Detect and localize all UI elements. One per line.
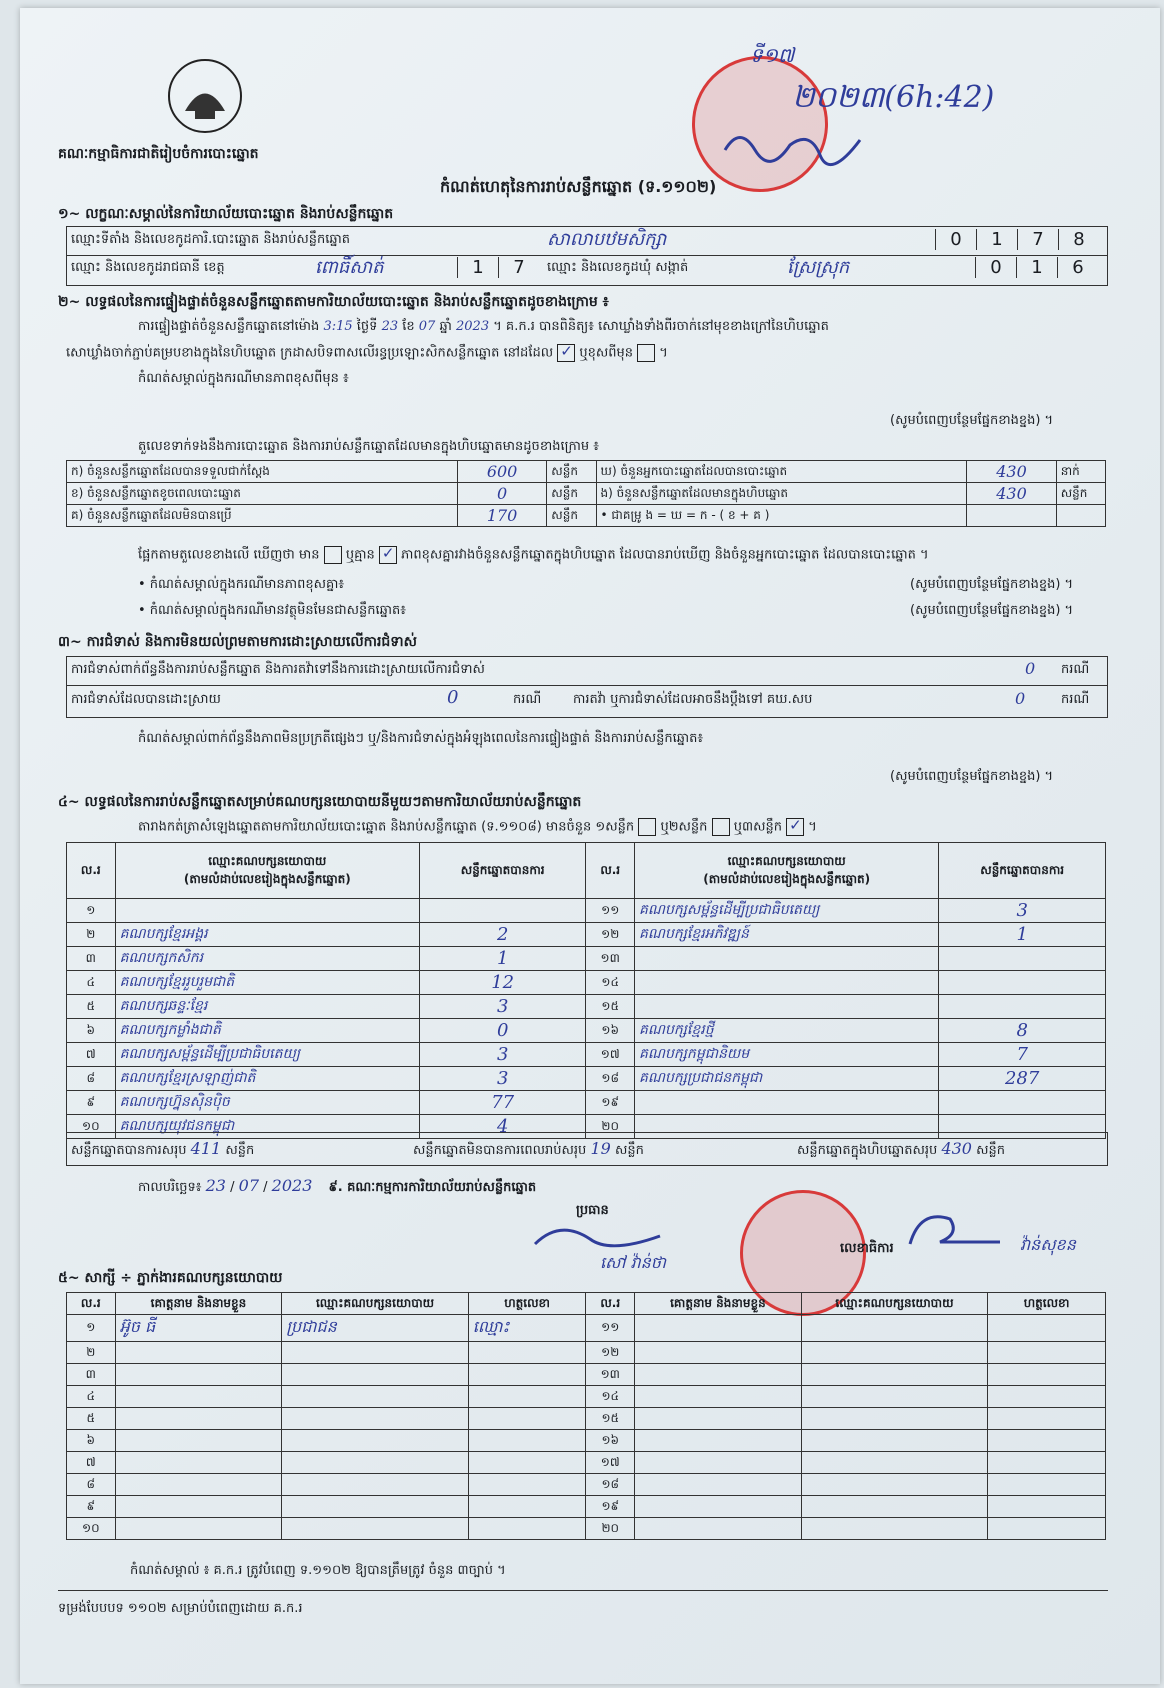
total-valid: 411 [190,1139,222,1158]
stamp-note: ២០២៣(6h:42) [792,80,995,115]
party-votes: 3 [419,1043,585,1067]
party-no: ៤ [67,971,116,995]
party-votes: 2 [419,923,585,947]
witness-signature [988,1386,1106,1408]
witness-no: ១១ [586,1315,635,1342]
party-name: គណបក្សខ្មែរអភិវឌ្ឍន៍ [635,923,939,947]
witness-row [67,1474,1106,1496]
witness-row [67,1315,1106,1342]
party-name [115,899,419,923]
witness-name [115,1474,282,1496]
stamp-signature [720,120,870,170]
witness-signature [988,1518,1106,1540]
party-votes: 3 [419,1067,585,1091]
witness-no: ១០ [67,1518,116,1540]
witness-no: ៩ [67,1496,116,1518]
party-no: ១៨ [586,1067,635,1091]
party-votes [939,947,1106,971]
section4-heading: ៤~ លទ្ធផលនៃការរាប់សន្លឹកឆ្នោតសម្រាប់គណបក្សនយោបាយនីមួយៗតាមការិយាល័យរាប់សន្លឹកឆ្នោត [58,794,582,810]
section2-heading: ២~ លទ្ធផលនៃការផ្ទៀងផ្ទាត់ចំនួនសន្លឹកឆ្នោតតាមការិយាល័យបោះឆ្នោត និងរាប់សន្លឹកឆ្នោតដូចខាងក្រោម ៖ [58,294,609,310]
witness-party [801,1474,987,1496]
witness-party [282,1430,468,1452]
figure-value-right [967,505,1056,527]
resolved-label: ការជំទាស់ដែលបានដោះស្រាយ [71,692,221,707]
party-no: ៣ [67,947,116,971]
secretary-signature [900,1204,1010,1254]
witness-name [115,1518,282,1540]
party-votes: 4 [419,1115,585,1139]
witness-no: ៦ [67,1430,116,1452]
witness-party [801,1518,987,1540]
figure-unit-right: សន្លឹក [1056,483,1105,505]
witness-party [282,1386,468,1408]
witness-signature [988,1315,1106,1342]
party-no: ៦ [67,1019,116,1043]
witness-signature [468,1386,586,1408]
witness-row [67,1496,1106,1518]
note3: • កំណត់សម្គាល់ក្នុងករណីមានវត្ថុមិនមែនជាសន្លឹកឆ្នោត៖ [138,603,406,618]
footer-note: កំណត់សម្គាល់ ៖ គ.ក.រ ត្រូវបំពេញ ទ.១១០២ ឱ្យបានត្រឹមត្រូវ ចំនួន ៣ច្បាប់ ។ [130,1563,506,1578]
party-name [635,947,939,971]
fill-more-4: (សូមបំពេញបន្ថែមផ្នែកខាងខ្នង) ។ [890,769,1054,784]
witness-name [635,1386,802,1408]
results-row [67,923,1106,947]
witness-party [282,1474,468,1496]
witness-party [801,1386,987,1408]
party-name: គណបក្សហ្វ៊ុនស៊ិនប៉ិច [115,1091,419,1115]
witness-name [635,1364,802,1386]
nec-logo [165,56,245,136]
party-name: គណបក្សកម្ពុជានិយម [635,1043,939,1067]
witness-name [635,1430,802,1452]
figures-row [67,483,1106,505]
party-name: គណបក្សខ្មែរស្រឡាញ់ជាតិ [115,1067,419,1091]
figure-unit-right: នាក់ [1056,461,1105,483]
stamp-code: ទី១៧ [750,43,795,67]
witness-row [67,1386,1106,1408]
witness-name [115,1452,282,1474]
witness-name [115,1386,282,1408]
party-votes: 287 [939,1067,1106,1091]
party-name: គណបក្សយុវជនកម្ពុជា [115,1115,419,1139]
party-votes: 0 [419,1019,585,1043]
appeal-value: 0 [1015,689,1026,708]
witness-signature [988,1364,1106,1386]
form-sheet [20,8,1160,1684]
witness-signature [988,1342,1106,1364]
party-no: ២ [67,923,116,947]
witness-signature [988,1408,1106,1430]
witness-signature [468,1430,586,1452]
witness-no: ១៩ [586,1496,635,1518]
commune-code: 0 1 6 [975,257,1098,278]
party-name: គណបក្សកសិករ [115,947,419,971]
section1-heading: ១~ លក្ខណៈសម្គាល់នៃការិយាល័យបោះឆ្នោត និងរាប់សន្លឹកឆ្នោត [58,206,394,222]
party-name: គណបក្សកម្លាំងជាតិ [115,1019,419,1043]
witness-party [801,1496,987,1518]
figure-value: 170 [457,505,546,527]
witness-signature [468,1496,586,1518]
party-no: ១៥ [586,995,635,1019]
three-sheet-checkbox[interactable] [786,818,804,836]
party-no: ២០ [586,1115,635,1139]
witness-signature [468,1408,586,1430]
figure-unit-right [1056,505,1105,527]
witness-party: ប្រជាជន [282,1315,468,1342]
witness-signature [468,1518,586,1540]
figure-unit: សន្លឹក [547,461,596,483]
figure-label-right: ឃ) ចំនួនអ្នកបោះឆ្នោតដែលបានបោះឆ្នោត [596,461,967,483]
chair-name: សៅ វ៉ាន់ថា [600,1253,667,1272]
witness-no: ១ [67,1315,116,1342]
figure-value-right: 430 [967,461,1056,483]
results-row [67,995,1106,1019]
witness-signature [988,1474,1106,1496]
org-name: គណៈកម្មាធិការជាតិរៀបចំការបោះឆ្នោត [58,146,259,162]
same-checkbox[interactable] [557,344,575,362]
date-line: កាលបរិច្ឆេទ៖ 23 / 07 / 2023 ៩. គណៈកម្មការការិយាល័យរាប់សន្លឹកឆ្នោត [138,1176,537,1195]
party-votes: 77 [419,1091,585,1115]
witness-no: ១៦ [586,1430,635,1452]
witness-no: ៨ [67,1474,116,1496]
witness-signature [468,1342,586,1364]
party-name: គណបក្សសម្ព័ន្ធដើម្បីប្រជាធិបតេយ្យ [635,899,939,923]
witness-party [282,1342,468,1364]
location-code: 0 1 7 8 [935,229,1099,250]
party-no: ១៩ [586,1091,635,1115]
fill-more-3: (សូមបំពេញបន្ថែមផ្នែកខាងខ្នង) ។ [910,603,1074,618]
objection-label: ការជំទាស់ពាក់ព័ន្ធនឹងការរាប់សន្លឹកឆ្នោត និងការតវ៉ាទៅនឹងការដោះស្រាយលើការជំទាស់ [71,662,485,677]
party-name: គណបក្សប្រជាជនកម្ពុជា [635,1067,939,1091]
party-name: គណបក្សឆន្ទៈខ្មែរ [115,995,419,1019]
section1-box [66,226,1108,286]
witness-no: ៣ [67,1364,116,1386]
party-votes: 1 [939,923,1106,947]
witness-party [801,1364,987,1386]
witness-no: ១៤ [586,1386,635,1408]
total-invalid: 19 [590,1139,611,1158]
party-votes: 3 [419,995,585,1019]
witness-party [801,1342,987,1364]
figure-label-right: • ជាគម្រូ ង = ឃ = ក - ( ខ + គ ) [596,505,967,527]
province-label: ឈ្មោះ និងលេខកូដរាជធានី ខេត្ត [71,260,225,275]
witness-name [115,1496,282,1518]
witness-no: ១៣ [586,1364,635,1386]
figure-unit: សន្លឹក [547,505,596,527]
results-row [67,947,1106,971]
totals-row: សន្លឹកឆ្នោតបានការសរុប 411 សន្លឹក សន្លឹកឆ្នោតមិនបានការពេលរាប់សរុប 19 សន្លឹក សន្លឹកឆ្នោតក្នុងហិបឆ្នោតសរុប 430 សន្លឹក [66,1132,1108,1166]
party-no: ១៣ [586,947,635,971]
witness-name [635,1452,802,1474]
total-box: 430 [941,1139,972,1158]
figure-label: ក) ចំនួនសន្លឹកឆ្នោតដែលបានទទួលជាក់ស្ដែង [67,461,458,483]
results-row [67,1067,1106,1091]
party-votes: 8 [939,1019,1106,1043]
witness-signature [988,1496,1106,1518]
witness-name [115,1364,282,1386]
witness-row [67,1518,1106,1540]
witness-party [801,1408,987,1430]
resolved-value: 0 [447,687,459,708]
witness-row [67,1452,1106,1474]
witness-row [67,1408,1106,1430]
results-row [67,1019,1106,1043]
fill-more-1: (សូមបំពេញបន្ថែមផ្នែកខាងខ្នង) ។ [890,413,1054,428]
figures-table [66,460,1106,527]
witness-name [115,1430,282,1452]
diff-line: ផ្អែកតាមតួលេខខាងលើ ឃើញថា មាន ឬគ្មាន ✓ ភាពខុសគ្នារវាងចំនួនសន្លឹកឆ្នោតក្នុងហិបឆ្នោត ដែលបានរាប់ឃើញ និងចំនួនអ្នកបោះឆ្នោត ដែលបានបោះឆ្នោត ។ [138,546,1118,566]
witness-no: ១៨ [586,1474,635,1496]
party-no: ៧ [67,1043,116,1067]
form-id: ទម្រង់បែបបទ ១១០២ សម្រាប់បំពេញដោយ គ.ក.រ [58,1601,303,1616]
figure-value-right: 430 [967,483,1056,505]
party-votes: 1 [419,947,585,971]
party-votes [419,899,585,923]
commune-label: ឈ្មោះ និងលេខកូដឃុំ សង្កាត់ [547,260,689,275]
witness-name [635,1408,802,1430]
witness-party [282,1364,468,1386]
province-code: 1 7 [457,257,539,278]
section3-heading: ៣~ ការជំទាស់ និងការមិនយល់ព្រមតាមការដោះស្រាយលើការជំទាស់ [58,634,417,650]
party-name [635,995,939,1019]
witness-no: ៤ [67,1386,116,1408]
results-row [67,899,1106,923]
witness-signature [468,1474,586,1496]
commune-value: ស្រែស្រុក [787,257,850,278]
figures-row [67,461,1106,483]
witness-signature [468,1364,586,1386]
chair-label: ប្រធាន [576,1203,609,1218]
one-sheet-checkbox[interactable] [638,818,656,836]
witness-signature [988,1452,1106,1474]
figure-label: ខ) ចំនួនសន្លឹកឆ្នោតខូចពេលបោះឆ្នោត [67,483,458,505]
witness-no: ២ [67,1342,116,1364]
witness-party [801,1430,987,1452]
witness-party [282,1518,468,1540]
results-row [67,1091,1106,1115]
two-sheet-checkbox[interactable] [712,818,730,836]
witness-no: ១២ [586,1342,635,1364]
witness-party [801,1452,987,1474]
witness-signature [988,1430,1106,1452]
witness-name: អ៊ូច ធី [115,1315,282,1342]
verify-line: ការផ្ទៀងផ្ទាត់ចំនួនសន្លឹកឆ្នោតនៅម៉ោង 3:15 ថ្ងៃទី 23 ខែ 07 ឆ្នាំ 2023 ។ គ.ក.រ បានពិនិត្យ៖ សោឃ្លាំងទាំងពីរចាក់នៅមុខខាងក្រៅនៃហិបឆ្នោត [138,319,829,334]
witness-no: ១៧ [586,1452,635,1474]
party-name: គណបក្សខ្មែររួបរួមជាតិ [115,971,419,995]
note1: កំណត់សម្គាល់ក្នុងករណីមានភាពខុសពីមុន ៖ [138,371,349,386]
fill-more-2: (សូមបំពេញបន្ថែមផ្នែកខាងខ្នង) ។ [910,577,1074,592]
lock-line: សោឃ្លាំងចាក់ភ្ជាប់គម្របខាងក្នុងនៃហិបឆ្នោត ក្រដាសបិទពាសលើរន្ធប្រឡោះសិកសន្លឹកឆ្នោត នៅដដែល ✓ ឬខុសពីមុន ។ [66,344,1106,364]
party-no: ១៦ [586,1019,635,1043]
province-value: ពោធិ៍សាត់ [315,257,384,278]
party-votes: 12 [419,971,585,995]
figures-row [67,505,1106,527]
party-votes [939,971,1106,995]
party-no: ៩ [67,1091,116,1115]
party-name: គណបក្សខ្មែរថ្មី [635,1019,939,1043]
figure-label-right: ង) ចំនួនសន្លឹកឆ្នោតដែលមានក្នុងហិបឆ្នោត [596,483,967,505]
witness-no: ៥ [67,1408,116,1430]
witness-name [635,1518,802,1540]
witness-party [282,1452,468,1474]
witness-party [282,1496,468,1518]
party-name: គណបក្សសម្ព័ន្ធដើម្បីប្រជាធិបតេយ្យ [115,1043,419,1067]
party-votes: 3 [939,899,1106,923]
party-no: ១១ [586,899,635,923]
secretary-name: វ៉ាន់សុខន [1020,1235,1076,1254]
objection-box: ការជំទាស់ពាក់ព័ន្ធនឹងការរាប់សន្លឹកឆ្នោត និងការតវ៉ាទៅនឹងការដោះស្រាយលើការជំទាស់ 0 ករណី ការជំទាស់ដែលបានដោះស្រាយ 0 ករណី ការតវ៉ា ឬការជំទាស់ដែលអាចនឹងប្ដឹងទៅ គឃ.សប 0 ករណី [66,656,1108,718]
witness-name [115,1342,282,1364]
appeal-label: ការតវ៉ា ឬការជំទាស់ដែលអាចនឹងប្ដឹងទៅ គឃ.សប [573,692,813,707]
witness-name [635,1342,802,1364]
results-table: ល.រ ឈ្មោះគណបក្សនយោបាយ (តាមលំដាប់លេខរៀងក្នុងសន្លឹកឆ្នោត) សន្លឹកឆ្នោតបានការ ល.រ ឈ្មោះគណបក្សនយោបាយ (តាមលំដាប់លេខរៀងក្នុងសន្លឹកឆ្នោត) សន្លឹកឆ្នោតបានការ ១ ១១ គណបក្សសម្ព័ន្ធដើម្បីប្រជាធិបតេយ្យ 3 ២ គណបក្សខ្មែរអង្គរ 2 ១២ គណបក្សខ្មែរអភិវឌ្ឍន៍ 1 ៣ គណបក្សកសិករ 1 ១៣ ៤ គណបក្សខ្មែររួបរួមជាតិ 12 ១៤ ៥ គណបក្សឆន្ទៈខ្មែរ 3 ១៥ ៦ គណបក្សកម្លាំងជាតិ 0 ១៦ គណបក្សខ្មែរថ្មី 8 ៧ គណបក្សសម្ព័ន្ធដើម្បីប្រជាធិបតេយ្យ 3 ១៧ គណបក្សកម្ពុជានិយម 7 ៨ គណបក្សខ្មែរស្រឡាញ់ជាតិ 3 ១៨ គណបក្សប្រជាជនកម្ពុជា 287 ៩ គណបក្សហ្វ៊ុនស៊ិនប៉ិច 77 ១៩ ១០ គណបក្សយុវជនកម្ពុជា 4 ២០ [66,842,1106,1139]
location-value: សាលាបឋមសិក្សា [547,229,667,250]
note2: • កំណត់សម្គាល់ក្នុងករណីមានភាពខុសគ្នា៖ [138,577,345,592]
party-no: ៥ [67,995,116,1019]
party-votes: 7 [939,1043,1106,1067]
witness-name [635,1496,802,1518]
witness-no: ៧ [67,1452,116,1474]
objection-value: 0 [1025,659,1036,678]
party-no: ១ [67,899,116,923]
witness-row [67,1342,1106,1364]
party-name: គណបក្សខ្មែរអង្គរ [115,923,419,947]
section3-note: កំណត់សម្គាល់ពាក់ព័ន្ធនឹងភាពមិនប្រក្រតីផ្សេងៗ ឬ/និងការជំទាស់ក្នុងអំឡុងពេលនៃការផ្ទៀងផ្ទាត់ និងការរាប់សន្លឹកឆ្នោត៖ [138,731,704,746]
form-title: កំណត់ហេតុនៃការរាប់សន្លឹកឆ្នោត (ទ.១១០២) [440,177,717,196]
witness-no: ២០ [586,1518,635,1540]
witness-row [67,1364,1106,1386]
witness-party [801,1315,987,1342]
secretary-label: លេខាធិការ [840,1241,894,1256]
witness-name [635,1315,802,1342]
party-no: ១០ [67,1115,116,1139]
party-name [635,971,939,995]
has-diff-checkbox[interactable] [324,546,342,564]
different-checkbox[interactable] [637,344,655,362]
results-row [67,971,1106,995]
no-diff-checkbox[interactable] [379,546,397,564]
witness-signature: ឈ្មោះ [468,1315,586,1342]
witness-party [282,1408,468,1430]
witness-name [635,1474,802,1496]
figure-value: 600 [457,461,546,483]
figure-value: 0 [457,483,546,505]
location-label: ឈ្មោះទីតាំង និងលេខកូដការិ.បោះឆ្នោត និងរាប់សន្លឹកឆ្នោត [71,232,350,247]
witness-table: ល.រ គោត្តនាម និងនាមខ្លួន ឈ្មោះគណបក្សនយោបាយ ហត្ថលេខា ល.រ គោត្តនាម និងនាមខ្លួន ឈ្មោះគណបក្សនយោបាយ ហត្ថលេខា ១ អ៊ូច ធី ប្រជាជន ឈ្មោះ ១១ ២ ១២ ៣ ១៣ ៤ ១៤ ៥ ១៥ ៦ ១៦ ៧ ១៧ ៨ ១៨ ៩ ១៩ ១០ ២០ [66,1292,1106,1540]
witness-signature [468,1452,586,1474]
party-no: ១២ [586,923,635,947]
witness-name [115,1408,282,1430]
figures-intro: តួលេខទាក់ទងនឹងការបោះឆ្នោត និងការរាប់សន្លឹកឆ្នោតដែលមានក្នុងហិបឆ្នោតមានដូចខាងក្រោម ៖ [138,439,599,454]
witness-row [67,1430,1106,1452]
party-no: ១៧ [586,1043,635,1067]
party-votes [939,995,1106,1019]
witness-no: ១៥ [586,1408,635,1430]
results-row [67,1043,1106,1067]
section5-heading: ៥~ សាក្សី ÷ ភ្នាក់ងារគណបក្សនយោបាយ [58,1270,283,1286]
party-name [635,1091,939,1115]
party-votes [939,1091,1106,1115]
party-no: ១៤ [586,971,635,995]
results-intro: តារាងកត់ត្រាសំឡេងឆ្នោតតាមការិយាល័យបោះឆ្នោត និងរាប់សន្លឹកឆ្នោត (ទ.១១០៨) មានចំនួន ១សន្លឹក ឬ២សន្លឹក ឬ៣សន្លឹក ✓ ។ [138,818,817,838]
figure-label: គ) ចំនួនសន្លឹកឆ្នោតដែលមិនបានប្រើ [67,505,458,527]
party-no: ៨ [67,1067,116,1091]
figure-unit: សន្លឹក [547,483,596,505]
